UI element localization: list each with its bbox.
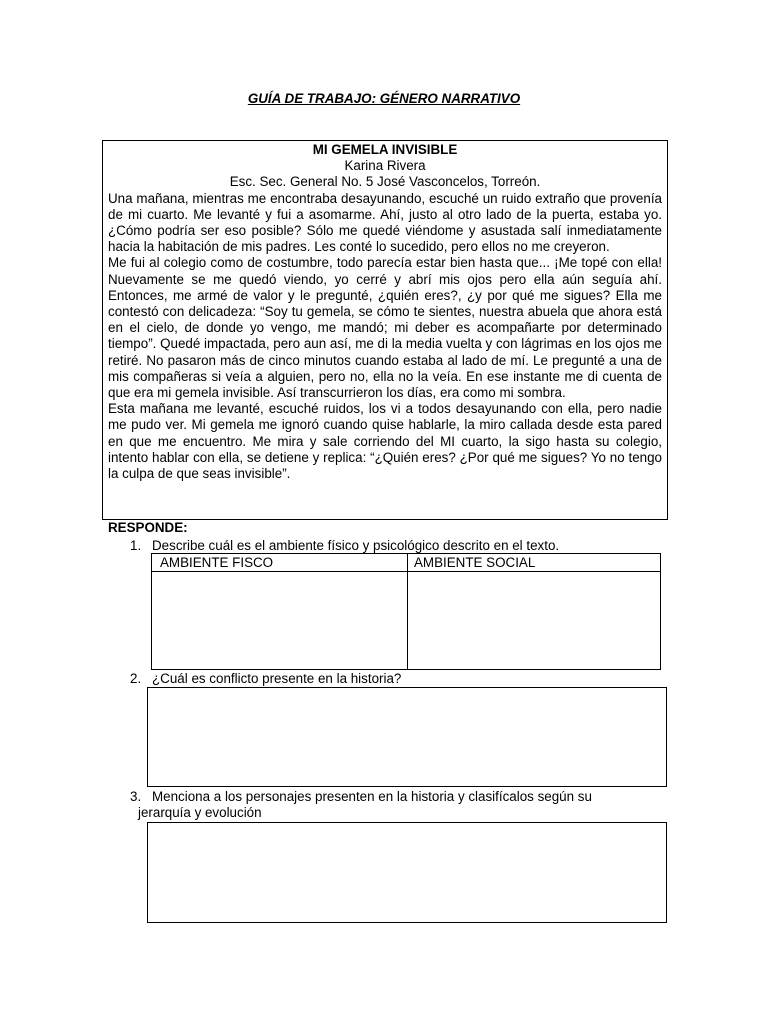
worksheet-title: GUÍA DE TRABAJO: GÉNERO NARRATIVO (247, 91, 521, 106)
answer-box-2[interactable] (147, 687, 667, 787)
story-box (102, 140, 668, 520)
story-school: Esc. Sec. General No. 5 José Vasconcelos, Torreón. (229, 174, 541, 190)
question-number: 3. (130, 789, 142, 804)
question-text-continued: jerarquía y evolución (138, 805, 262, 820)
question-number: 2. (130, 671, 142, 686)
story-title: MI GEMELA INVISIBLE (312, 142, 458, 157)
table-header-rule (152, 571, 660, 572)
story-body (108, 191, 662, 483)
question-text: ¿Cuál es conflicto presente en la historia? (152, 671, 402, 686)
question-number: 1. (130, 538, 142, 553)
question-3 (130, 789, 670, 821)
responde-label: RESPONDE: (108, 520, 188, 535)
story-author: Karina Rivera (344, 158, 426, 174)
table-header-fisico: AMBIENTE FISCO (160, 555, 274, 570)
question-text: Menciona a los personajes presenten en la historia y clasifícalos según su (152, 789, 592, 804)
story-paragraph: Una mañana, mientras me encontraba desayunando, escuché un ruido extraño que provenía de mi cuarto. Me levanté y fui a asomarme. Ahí, justo al otro lado de la puerta, estaba yo. ¿Cómo podría ser eso posible? Sólo me quedé viéndome y asustada salí inmediatamente hacia la habitación de mis padres. Les conté lo sucedido, pero ellos no me creyeron. (108, 190, 662, 255)
story-paragraph: Me fui al colegio como de costumbre, todo parecía estar bien hasta que... ¡Me topé con ella! Nuevamente se me quedó viendo, yo cerré y abrí mis ojos pero ella aún seguía ahí. Entonces, me armé de valor y le pregunté, ¿quién eres?, ¿y por qué me sigues? Ella me contestó con delicadeza: “Soy tu gemela, se cómo te sientes, nuestra abuela que ahora está en el cielo, de donde yo vengo, me mandó; mi deber es acompañarte por determinado tiempo”. Quedé impactada, pero aun así, me di la media vuelta y con lágrimas en los ojos me retiré. No pasaron más de cinco minutos cuando estaba al lado de mí. Le pregunté a una de mis compañeras si veía a alguien, pero no, ella no la veía. En ese instante me di cuenta de que era mi gemela invisible. Así transcurrieron los días, era como mi sombra. (108, 255, 662, 401)
story-paragraph: Esta mañana me levanté, escuché ruidos, los vi a todos desayunando con ella, pero nadie me pudo ver. Mi gemela me ignoró cuando quise hablarle, la miro callada desde esta pared en que me encuentro. Me mira y sale corriendo del MI cuarto, la sigo hasta su colegio, intento hablar con ella, se detiene y replica: “¿Quién eres? ¿Por qué me sigues? Yo no tengo la culpa de que seas invisible”. (108, 401, 662, 482)
answer-box-3[interactable] (147, 822, 667, 923)
story-header (108, 142, 662, 191)
ambiente-table (151, 553, 661, 670)
question-text: Describe cuál es el ambiente físico y psicológico descrito en el texto. (152, 538, 560, 553)
table-header-social: AMBIENTE SOCIAL (414, 555, 536, 570)
